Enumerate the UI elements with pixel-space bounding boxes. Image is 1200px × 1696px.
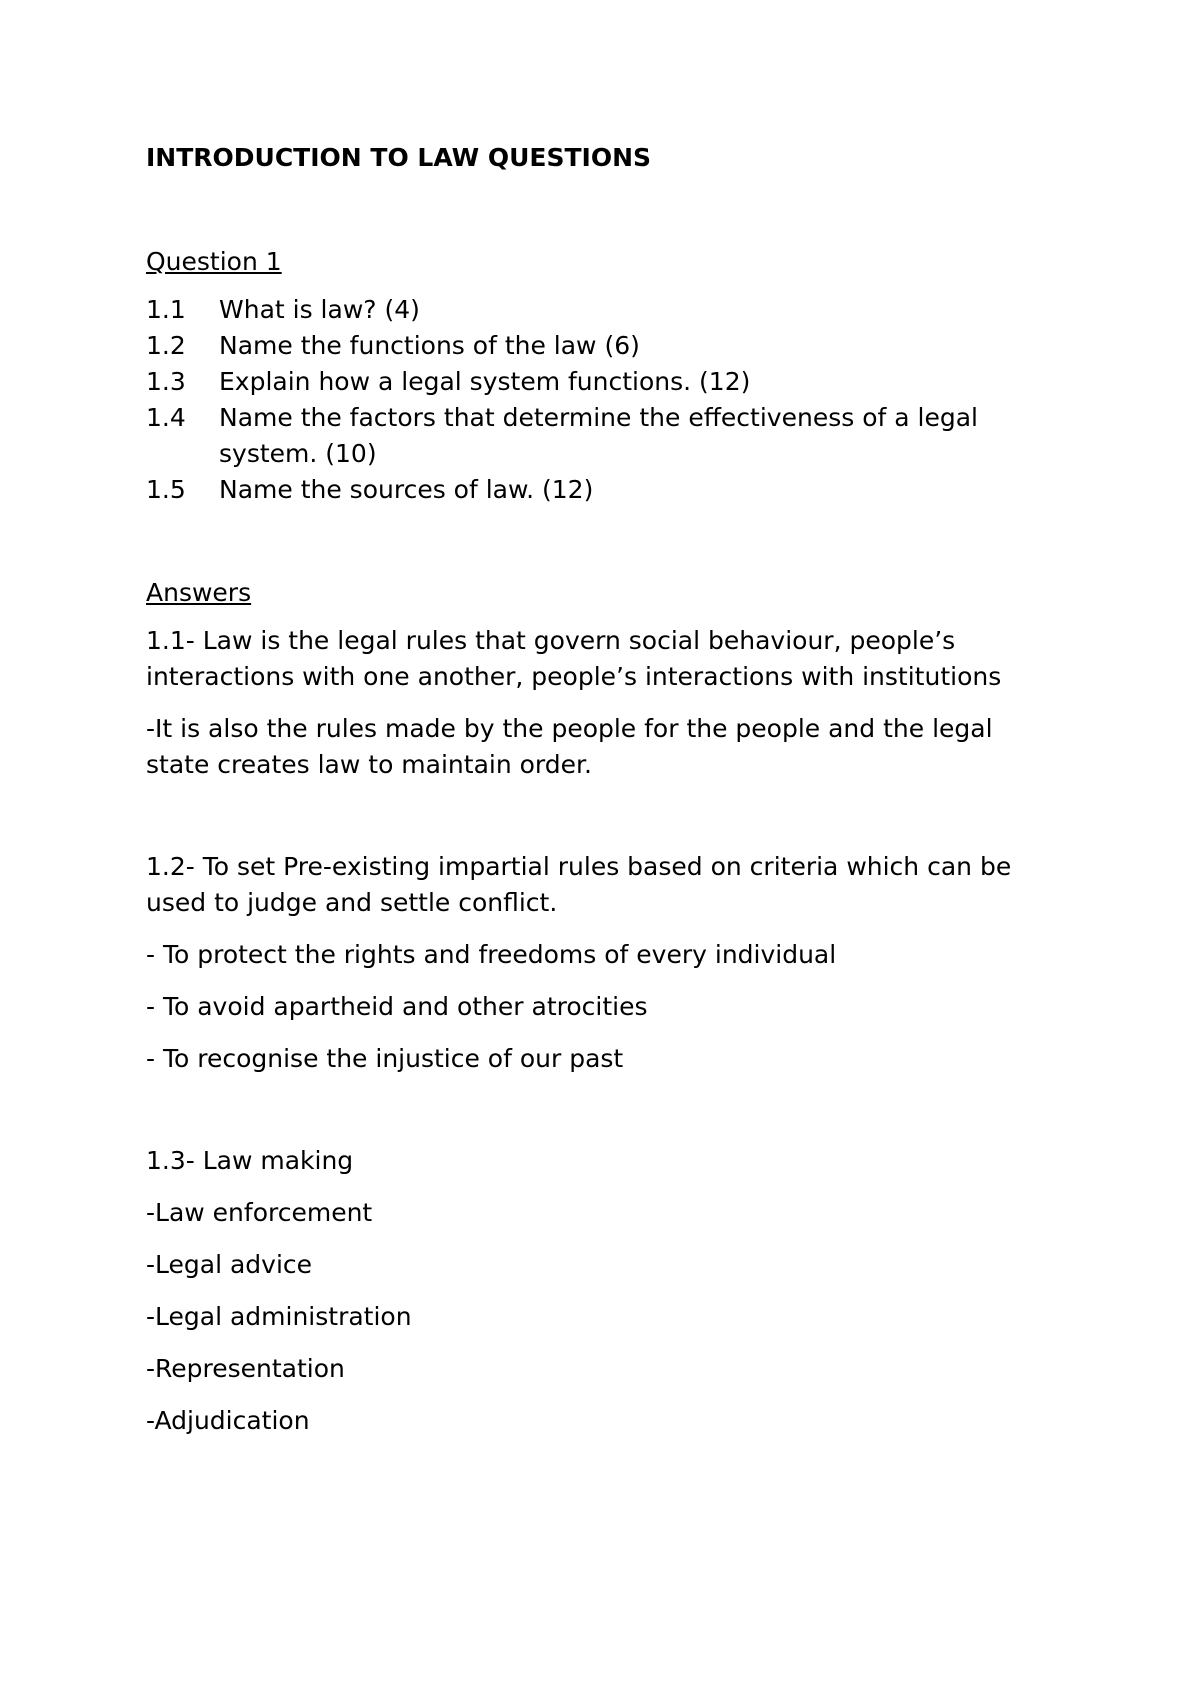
answer-paragraph: - To protect the rights and freedoms of every individual — [146, 940, 837, 969]
spacer — [146, 1093, 1046, 1143]
answer-paragraph: - To avoid apartheid and other atrocities — [146, 992, 648, 1021]
question-heading: Question 1 — [146, 247, 282, 276]
answer-paragraph: 1.3- Law making — [146, 1146, 354, 1175]
question-number: 1.1 — [146, 295, 186, 324]
answer-1-1 — [146, 623, 1046, 783]
question-text: Name the functions of the law (6) — [219, 331, 640, 360]
answer-paragraph: 1.1- Law is the legal rules that govern social behaviour, people’s interactions with one another, people’s interactions with institutions — [146, 626, 1002, 691]
question-text: Explain how a legal system functions. (12) — [219, 367, 751, 396]
question-item — [146, 292, 1046, 328]
answers-heading: Answers — [146, 578, 252, 607]
answer-paragraph: 1.2- To set Pre-existing impartial rules based on criteria which can be used to judge and settle conflict. — [146, 852, 1012, 917]
question-item — [146, 472, 1046, 508]
answer-1-2 — [146, 849, 1046, 1077]
answer-paragraph: - To recognise the injustice of our past — [146, 1044, 624, 1073]
document-body — [146, 140, 1046, 1455]
question-number: 1.3 — [146, 367, 186, 396]
question-number: 1.2 — [146, 331, 186, 360]
answer-paragraph: -It is also the rules made by the people for the people and the legal state creates law to maintain order. — [146, 714, 993, 779]
question-text: Name the sources of law. (12) — [219, 475, 594, 504]
question-item — [146, 328, 1046, 364]
answer-paragraph: -Representation — [146, 1354, 345, 1383]
spacer — [146, 799, 1046, 849]
answer-paragraph: -Adjudication — [146, 1406, 310, 1435]
answer-paragraph: -Law enforcement — [146, 1198, 373, 1227]
question-text: Name the factors that determine the effectiveness of a legal system. (10) — [219, 403, 978, 468]
question-text: What is law? (4) — [219, 295, 420, 324]
spacer — [146, 508, 1046, 575]
question-list — [146, 292, 1046, 508]
question-number: 1.5 — [146, 475, 186, 504]
answer-paragraph: -Legal administration — [146, 1302, 412, 1331]
question-item — [146, 400, 1046, 472]
question-number: 1.4 — [146, 403, 186, 432]
document-title: INTRODUCTION TO LAW QUESTIONS — [146, 143, 652, 172]
answer-1-3 — [146, 1143, 1046, 1439]
question-item — [146, 364, 1046, 400]
answer-paragraph: -Legal advice — [146, 1250, 313, 1279]
